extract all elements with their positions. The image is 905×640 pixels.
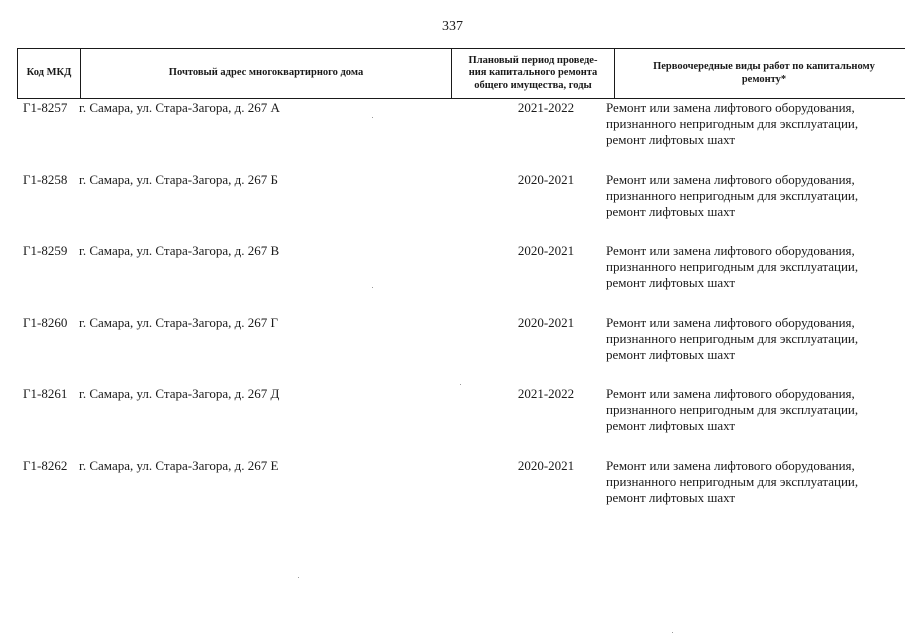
- scan-speck: [460, 384, 461, 385]
- table-row: [17, 314, 893, 386]
- header-code: Код МКД: [18, 49, 81, 99]
- row-works-line: Ремонт или замена лифтового оборудования,: [606, 314, 855, 330]
- row-works-line: Ремонт или замена лифтового оборудования,: [606, 386, 855, 401]
- row-works-line: ремонт лифтовых шахт: [606, 275, 736, 290]
- row-works: [606, 100, 893, 148]
- row-works-line: признанного непригодным для эксплуатации,: [606, 259, 859, 274]
- header-period-line: Плановый период проведе-: [468, 54, 598, 66]
- page-number: 337: [442, 19, 463, 34]
- row-works-line: ремонт лифтовых шахт: [606, 132, 736, 147]
- table-row: [17, 99, 893, 171]
- header-period-line: общего имущества, годы: [474, 79, 592, 91]
- row-period: 2020-2021: [517, 314, 575, 330]
- header-works-line: ремонту*: [741, 73, 787, 85]
- row-address: г. Самара, ул. Стара-Загора, д. 267 В: [79, 243, 280, 258]
- row-period: 2020-2021: [517, 243, 575, 258]
- row-works-line: ремонт лифтовых шахт: [606, 489, 736, 505]
- row-code: Г1-8260: [23, 314, 68, 330]
- row-works-line: ремонт лифтовых шахт: [606, 418, 736, 433]
- row-works: [606, 172, 893, 220]
- table-row: [17, 385, 893, 457]
- row-works-line: признанного непригодным для эксплуатации,: [606, 187, 859, 203]
- row-works-line: признанного непригодным для эксплуатации,: [606, 330, 859, 346]
- scan-speck: [372, 287, 373, 288]
- row-works: [606, 386, 893, 434]
- row-works: [606, 458, 893, 506]
- table-row: [17, 242, 893, 314]
- row-works-line: Ремонт или замена лифтового оборудования,: [606, 243, 855, 258]
- row-period: 2021-2022: [517, 386, 575, 401]
- table-row: [17, 171, 893, 243]
- row-code: Г1-8261: [23, 386, 68, 401]
- table-header: [17, 48, 905, 99]
- row-works-line: Ремонт или замена лифтового оборудования,: [606, 457, 855, 473]
- row-works-line: признанного непригодным для эксплуатации,: [606, 402, 859, 417]
- scan-speck: [672, 632, 673, 633]
- row-code: Г1-8259: [23, 243, 68, 258]
- header-row: [18, 49, 905, 99]
- row-address: г. Самара, ул. Стара-Загора, д. 267 Д: [79, 386, 280, 401]
- row-period: 2020-2021: [517, 457, 575, 473]
- row-works: [606, 243, 893, 291]
- header-period-line: ния капитального ремонта: [468, 67, 598, 79]
- row-address: г. Самара, ул. Стара-Загора, д. 267 Г: [79, 314, 279, 330]
- row-works-line: признанного непригодным для эксплуатации,: [606, 473, 859, 489]
- row-works-line: ремонт лифтовых шахт: [606, 203, 736, 219]
- row-code: Г1-8257: [23, 100, 68, 115]
- row-works-line: Ремонт или замена лифтового оборудования,: [606, 100, 855, 115]
- scan-speck: [298, 577, 299, 578]
- row-works-line: признанного непригодным для эксплуатации,: [606, 116, 859, 131]
- scan-speck: [372, 117, 373, 118]
- row-works-line: ремонт лифтовых шахт: [606, 346, 736, 362]
- header-works: [615, 49, 905, 99]
- row-period: 2020-2021: [517, 171, 575, 187]
- header-address: Почтовый адрес многоквартирного дома: [81, 49, 452, 99]
- row-address: г. Самара, ул. Стара-Загора, д. 267 А: [79, 100, 280, 115]
- row-works: [606, 315, 893, 363]
- table-body: [17, 99, 893, 528]
- row-address: г. Самара, ул. Стара-Загора, д. 267 Е: [79, 457, 279, 473]
- row-works-line: Ремонт или замена лифтового оборудования,: [606, 171, 855, 187]
- header-period: [452, 49, 615, 99]
- table-row: [17, 457, 893, 529]
- row-code: Г1-8262: [23, 457, 68, 473]
- header-works-line: Первоочередные виды работ по капитальному: [653, 61, 875, 72]
- row-period: 2021-2022: [517, 100, 575, 115]
- row-code: Г1-8258: [23, 171, 68, 187]
- row-address: г. Самара, ул. Стара-Загора, д. 267 Б: [79, 171, 278, 187]
